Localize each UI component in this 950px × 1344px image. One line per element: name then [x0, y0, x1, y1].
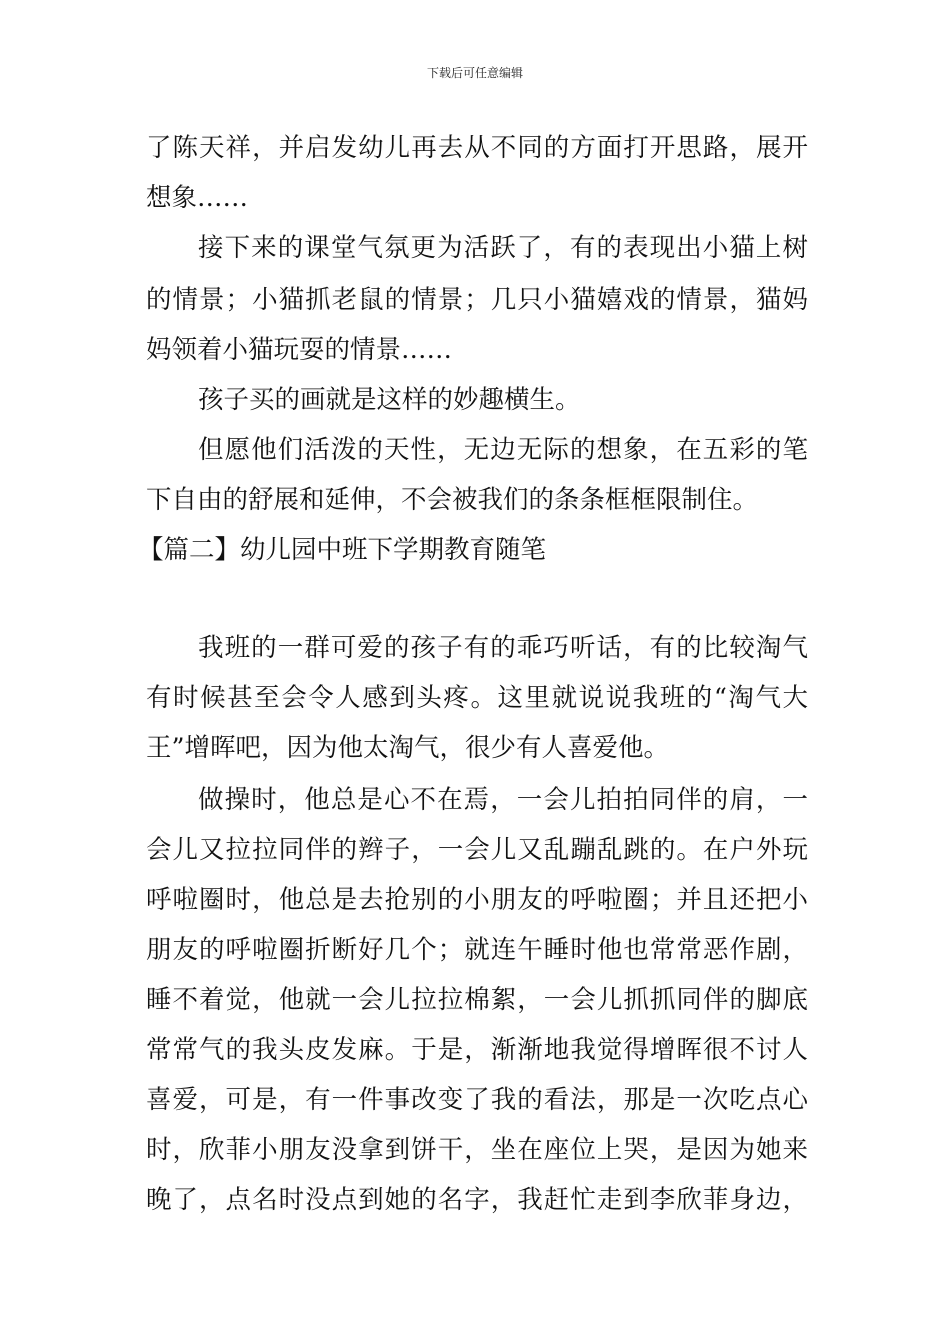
paragraph-line: 王”增晖吧，因为他太淘气，很少有人喜爱他。	[146, 733, 670, 763]
paragraph-line: 喜爱，可是，有一件事改变了我的看法，那是一次吃点心	[146, 1085, 808, 1115]
paragraph-line: 晚了，点名时没点到她的名字，我赶忙走到李欣菲身边，	[146, 1185, 808, 1215]
paragraph-line: 做操时，他总是心不在焉，一会儿拍拍同伴的肩，一	[198, 785, 808, 815]
page-header: 下载后可任意编辑	[426, 66, 523, 80]
paragraph-line: 有时候甚至会令人感到头疼。这里就说说我班的“淘气大	[146, 683, 808, 713]
paragraph-line: 但愿他们活泼的天性，无边无际的想象，在五彩的笔	[198, 435, 808, 465]
paragraph-line: 我班的一群可爱的孩子有的乖巧听话，有的比较淘气	[198, 633, 808, 663]
paragraph-line: 接下来的课堂气氛更为活跃了，有的表现出小猫上树	[198, 233, 808, 263]
section-heading: 【篇二】幼儿园中班下学期教育随笔	[138, 535, 547, 565]
paragraph-line: 孩子买的画就是这样的妙趣横生。	[198, 385, 581, 415]
paragraph-line: 了陈天祥，并启发幼儿再去从不同的方面打开思路，展开	[146, 133, 808, 163]
paragraph-line: 妈领着小猫玩耍的情景……	[146, 335, 453, 365]
paragraph-line: 时，欣菲小朋友没拿到饼干，坐在座位上哭，是因为她来	[146, 1135, 808, 1165]
paragraph-line: 下自由的舒展和延伸，不会被我们的条条框框限制住。	[146, 485, 759, 515]
paragraph-line: 常常气的我头皮发麻。于是，渐渐地我觉得增晖很不讨人	[146, 1035, 808, 1065]
paragraph-line: 想象……	[146, 183, 249, 213]
paragraph-line: 睡不着觉，他就一会儿拉拉棉絮，一会儿抓抓同伴的脚底	[146, 985, 808, 1015]
paragraph-line: 会儿又拉拉同伴的辫子，一会儿又乱蹦乱跳的。在户外玩	[146, 835, 808, 865]
paragraph-line: 的情景；小猫抓老鼠的情景；几只小猫嬉戏的情景，猫妈	[146, 285, 808, 315]
paragraph-line: 呼啦圈时，他总是去抢别的小朋友的呼啦圈；并且还把小	[146, 885, 808, 915]
paragraph-line: 朋友的呼啦圈折断好几个；就连午睡时他也常常恶作剧，	[146, 935, 808, 965]
